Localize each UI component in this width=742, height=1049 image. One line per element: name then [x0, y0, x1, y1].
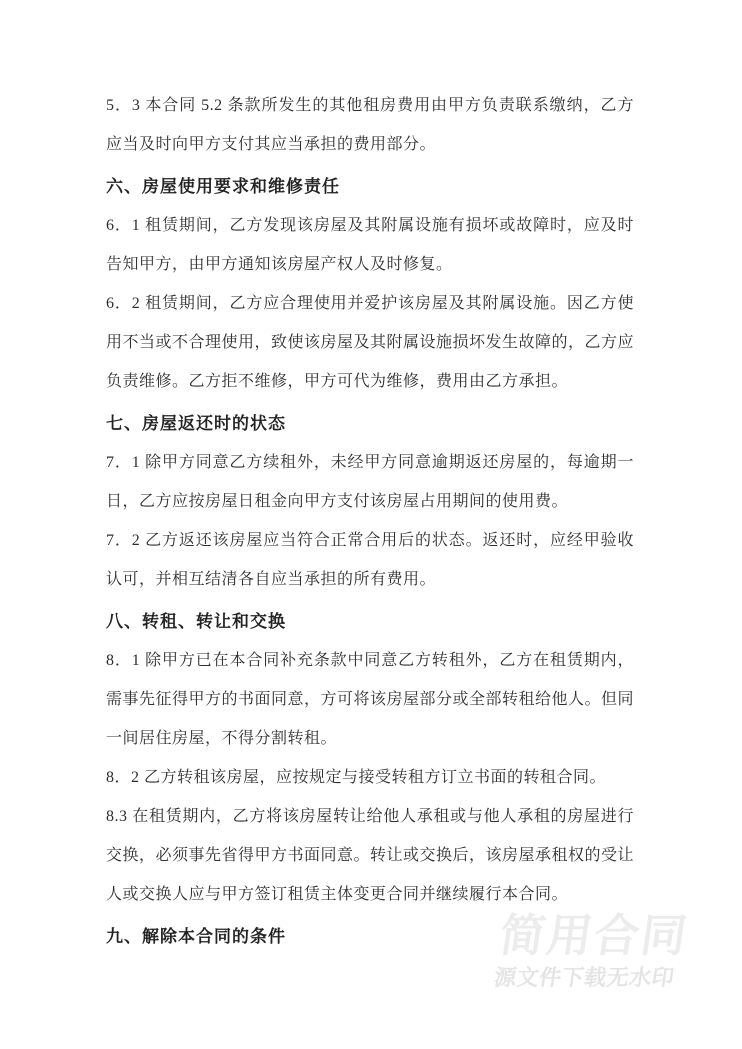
section-8-heading: 八、转租、转让和交换: [106, 612, 286, 631]
clause-7-2-paragraph: 7．2 乙方返还该房屋应当符合正常合用后的状态。返还时，应经甲验收认可，并相互结清各自应当承担的所有费用。: [106, 532, 634, 588]
section-6-heading: 六、房屋使用要求和维修责任: [106, 177, 340, 196]
watermark-brand-text: 简用合同: [496, 910, 692, 961]
clause-5-3-paragraph: 5．3 本合同 5.2 条款所发生的其他租房费用由甲方负责联系缴纳，乙方应当及时向甲方支付其应当承担的费用部分。: [106, 97, 634, 153]
watermark-subtitle-text: 源文件下载无水印: [492, 965, 677, 990]
clause-8-2-paragraph: 8．2 乙方转租该房屋，应按规定与接受转租方订立书面的转租合同。: [106, 769, 607, 786]
clause-6-2-paragraph: 6．2 租赁期间，乙方应合理使用并爱护该房屋及其附属设施。因乙方使用不当或不合理使用，致使该房屋及其附属设施损坏发生故障的，乙方应负责维修。乙方拒不维修，甲方可代为维修，费用由乙方承担。: [106, 295, 635, 390]
section-7-heading: 七、房屋返还时的状态: [106, 414, 286, 433]
section-9-heading: 九、解除本合同的条件: [106, 927, 286, 946]
clause-8-1-paragraph: 8．1 除甲方已在本合同补充条款中同意乙方转租外，乙方在租赁期内，需事先征得甲方的书面同意，方可将该房屋部分或全部转租给他人。但同一间居住房屋，不得分割转租。: [106, 652, 635, 747]
clause-8-3-paragraph: 8.3 在租赁期内，乙方将该房屋转让给他人承租或与他人承租的房屋进行交换，必须事先省得甲方书面同意。转让或交换后，该房屋承租权的受让人或交换人应与甲方签订租赁主体变更合同并继续履行本合同。: [106, 808, 635, 903]
clause-6-1-paragraph: 6．1 租赁期间，乙方发现该房屋及其附属设施有损坏或故障时，应及时告知甲方，由甲方通知该房屋产权人及时修复。: [106, 217, 634, 273]
document-body: [106, 86, 634, 956]
clause-7-1-paragraph: 7．1 除甲方同意乙方续租外，未经甲方同意逾期返还房屋的，每逾期一日，乙方应按房屋日租金向甲方支付该房屋占用期间的使用费。: [106, 454, 634, 510]
